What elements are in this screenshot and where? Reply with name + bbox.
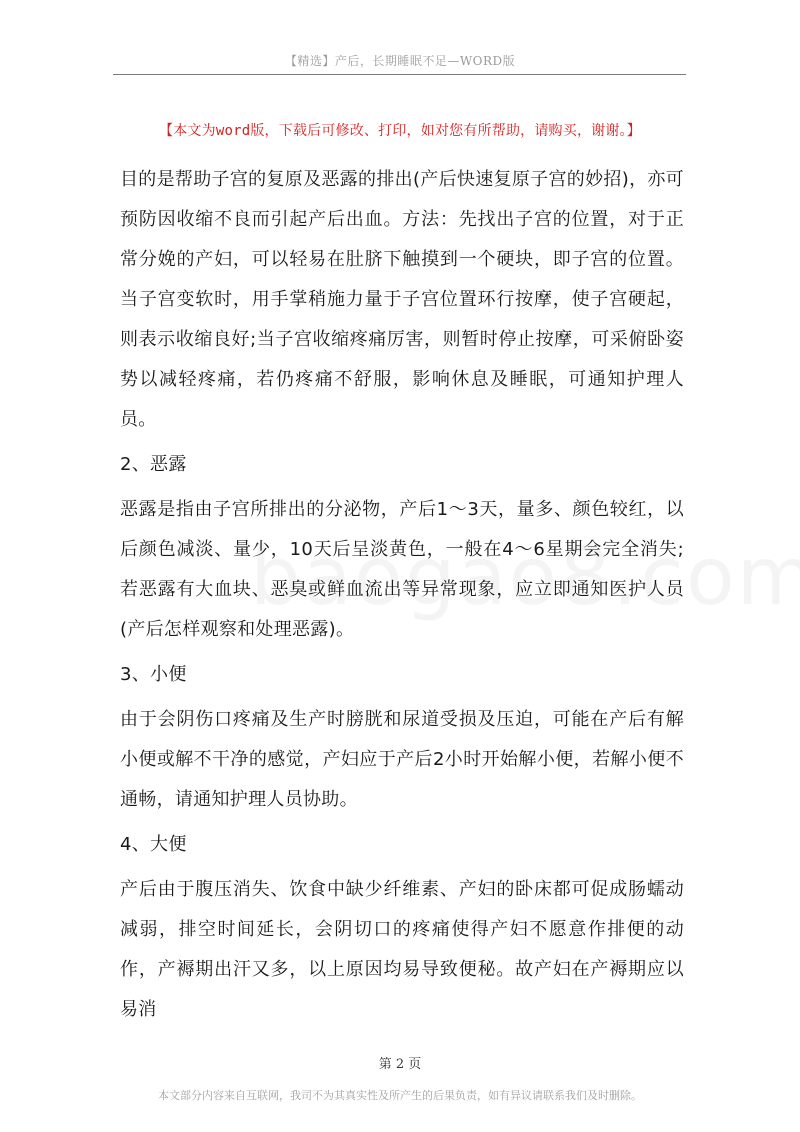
section-heading-lochia: 2、恶露 xyxy=(120,454,187,475)
page-number: 第 2 页 xyxy=(378,1057,422,1072)
section-text-urination: 由于会阴伤口疼痛及生产时膀胱和尿道受损及压迫，可能在产后有解小便或解不干净的感觉，产妇应于产后2小时开始解小便，若解小便不通畅，请通知护理人员协助。 xyxy=(120,709,684,810)
page-header-title: 【精选】产后，长期睡眠不足—WORD版 xyxy=(284,54,516,68)
intro-paragraph: 目的是帮助子宫的复原及恶露的排出(产后快速复原子宫的妙招)，亦可预防因收缩不良而引起产后出血。方法：先找出子宫的位置，对于正常分娩的产妇，可以轻易在肚脐下触摸到一个硬块，即子宫的位置。当子宫变软时，用手掌稍施力量于子宫位置环行按摩，使子宫硬起，则表示收缩良好;当子宫收缩疼痛厉害，则暂时停止按摩，可采俯卧姿势以减轻疼痛，若仍疼痛不舒服，影响休息及睡眠，可通知护理人员。 xyxy=(120,169,684,430)
section-text-bowel: 产后由于腹压消失、饮食中缺少纤维素、产妇的卧床都可促成肠蠕动减弱，排空时间延长，会阴切口的疼痛使得产妇不愿意作排便的动作，产褥期出汗又多，以上原因均易导致便秘。故产妇在产褥期应以易消 xyxy=(120,879,684,1020)
header-divider xyxy=(113,74,686,75)
section-text-lochia: 恶露是指由子宫所排出的分泌物，产后1～3天，量多、颜色较红，以后颜色减淡、量少，10天后呈淡黄色，一般在4～6星期会完全消失;若恶露有大血块、恶臭或鲜血流出等异常现象，应立即通知医护人员(产后怎样观察和处理恶露)。 xyxy=(120,499,684,640)
document-body xyxy=(120,160,684,1035)
download-notice: 【本文为word版，下载后可修改、打印，如对您有所帮助，请购买，谢谢。】 xyxy=(159,123,641,139)
section-heading-bowel: 4、大便 xyxy=(120,834,187,855)
footer-disclaimer: 本文部分内容来自互联网，我司不为其真实性及所产生的后果负责，如有异议请联系我们及时删除。 xyxy=(158,1089,642,1102)
section-heading-urination: 3、小便 xyxy=(120,664,187,685)
